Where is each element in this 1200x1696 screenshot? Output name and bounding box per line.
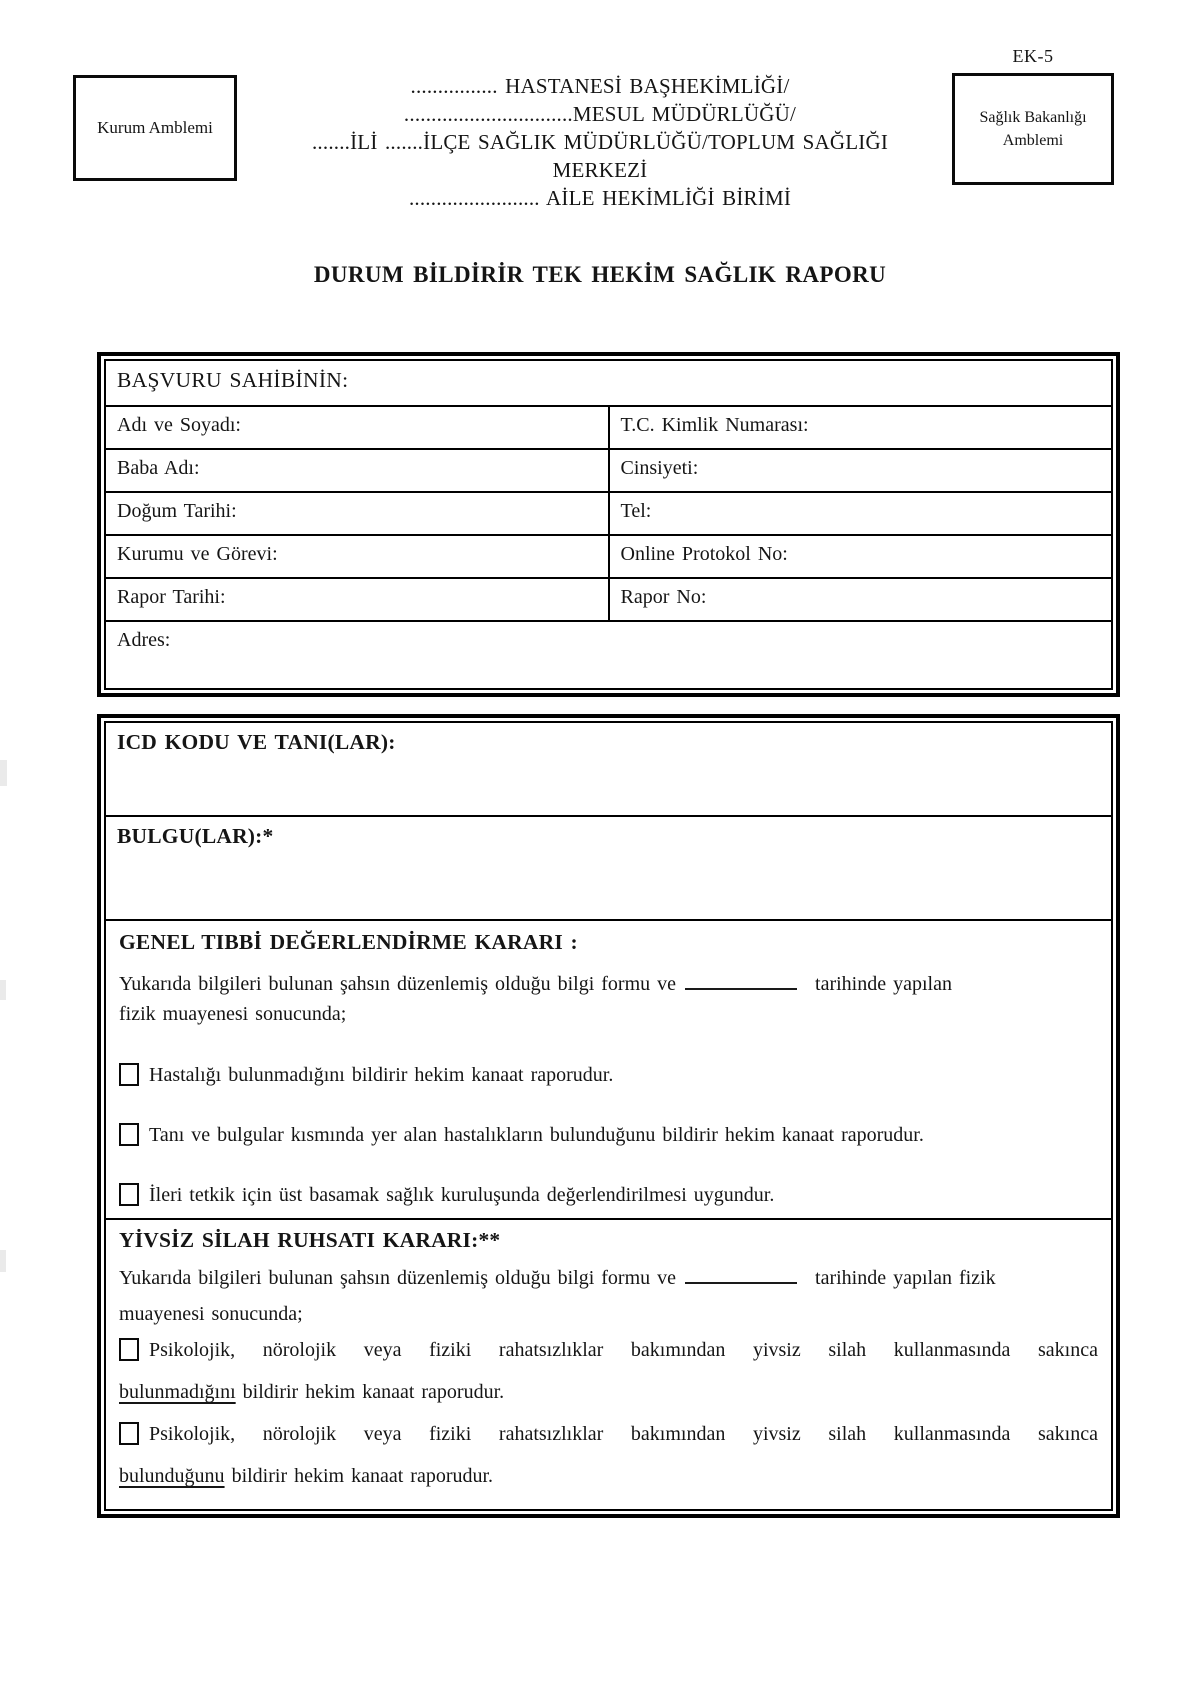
date-blank-field[interactable] — [685, 974, 797, 990]
field-institution-duty[interactable] — [105, 535, 609, 578]
report-table — [97, 714, 1120, 1518]
field-label: Adı ve Soyadı: — [117, 414, 241, 436]
field-father-name[interactable] — [105, 449, 609, 492]
ek-label: EK-5 — [1012, 46, 1054, 66]
table-row — [105, 535, 1112, 578]
table-row — [105, 816, 1112, 920]
general-option-has-disease — [119, 1122, 1098, 1149]
general-option-no-disease — [119, 1062, 1098, 1089]
underlined-term: bulunmadığını — [119, 1381, 236, 1403]
field-label: Rapor Tarihi: — [117, 586, 226, 608]
general-intro-line2: fizik muayenesi sonucunda; — [119, 1003, 347, 1025]
scan-smudge — [0, 1250, 6, 1272]
institution-header-line: ...............................MESUL MÜDÜRLÜĞÜ/ — [403, 102, 797, 126]
field-birth-date[interactable] — [105, 492, 609, 535]
applicant-table — [97, 352, 1120, 697]
option-label: İleri tetkik için üst basamak sağlık kuruluşunda değerlendirilmesi uygundur. — [149, 1184, 775, 1206]
option-label: Hastalığı bulunmadığını bildirir hekim kanaat raporudur. — [149, 1064, 614, 1086]
field-label: T.C. Kimlik Numarası: — [620, 414, 809, 436]
field-online-protocol-no[interactable] — [609, 535, 1113, 578]
firearm-option-objection — [119, 1413, 1098, 1497]
institution-header-line: ........................ AİLE HEKİMLİĞİ BİRİMİ — [408, 186, 792, 210]
ministry-emblem-label: Sağlık Bakanlığı Amblemi — [979, 108, 1087, 149]
checkbox[interactable] — [119, 1123, 139, 1146]
general-intro-line1: Yukarıda bilgileri bulunan şahsın düzenlemiş olduğu bilgi formu ve tarihinde yapılan — [119, 973, 952, 995]
institution-header-line: ................ HASTANESİ BAŞHEKİMLİĞİ/ — [410, 74, 790, 98]
table-row — [105, 722, 1112, 816]
table-row — [105, 449, 1112, 492]
field-label: Online Protokol No: — [620, 543, 788, 565]
checkbox[interactable] — [119, 1422, 139, 1445]
applicant-table-header-label: BAŞVURU SAHİBİNİN: — [117, 368, 349, 392]
general-medical-evaluation-section — [105, 920, 1112, 1219]
icd-section-label: ICD KODU VE TANI(LAR): — [117, 730, 396, 754]
field-label: Kurumu ve Görevi: — [117, 543, 278, 565]
institution-header-line: .......İLİ .......İLÇE SAĞLIK MÜDÜRLÜĞÜ/TOPLUM SAĞLIĞI — [311, 130, 889, 154]
table-row — [105, 492, 1112, 535]
table-row — [105, 578, 1112, 621]
field-report-date[interactable] — [105, 578, 609, 621]
field-name-surname[interactable] — [105, 406, 609, 449]
field-report-no[interactable] — [609, 578, 1113, 621]
option-label: Tanı ve bulgular kısmında yer alan hastalıkların bulunduğunu bildirir hekim kanaat raporudur. — [149, 1124, 924, 1146]
field-label: Rapor No: — [620, 586, 707, 608]
option-line1: Psikolojik, nörolojik veya fiziki rahatsızlıklar bakımından yivsiz silah kullanmasında sakınca — [119, 1329, 1098, 1371]
field-gender[interactable] — [609, 449, 1113, 492]
table-row — [105, 1219, 1112, 1510]
option-line2: bulunduğunu bildirir hekim kanaat raporudur. — [119, 1465, 494, 1487]
field-tc-id-number[interactable] — [609, 406, 1113, 449]
field-label: Baba Adı: — [117, 457, 200, 479]
general-evaluation-heading: GENEL TIBBİ DEĞERLENDİRME KARARI : — [119, 930, 578, 954]
scan-smudge — [0, 980, 6, 1000]
applicant-table-header — [105, 360, 1112, 406]
field-icd-code-diagnosis[interactable] — [105, 722, 1112, 816]
checkbox[interactable] — [119, 1183, 139, 1206]
firearm-intro-line1: Yukarıda bilgileri bulunan şahsın düzenlemiş olduğu bilgi formu ve tarihinde yapılan fizik — [119, 1267, 996, 1289]
institution-header-line: MERKEZİ — [552, 158, 648, 182]
field-phone[interactable] — [609, 492, 1113, 535]
checkbox[interactable] — [119, 1338, 139, 1361]
field-label: Tel: — [620, 500, 652, 522]
date-blank-field[interactable] — [685, 1268, 797, 1284]
field-findings[interactable] — [105, 816, 1112, 920]
firearm-license-decision-section — [105, 1219, 1112, 1510]
findings-section-label: BULGU(LAR):* — [117, 824, 274, 848]
checkbox[interactable] — [119, 1063, 139, 1086]
general-option-referral — [119, 1182, 1098, 1209]
institution-header — [120, 72, 1080, 212]
page-title: DURUM BİLDİRİR TEK HEKİM SAĞLIK RAPORU — [313, 262, 887, 287]
firearm-decision-heading: YİVSİZ SİLAH RUHSATI KARARI:** — [119, 1228, 501, 1252]
field-label: Doğum Tarihi: — [117, 500, 237, 522]
underlined-term: bulunduğunu — [119, 1465, 225, 1487]
scan-smudge — [0, 760, 7, 786]
firearm-option-no-objection — [119, 1329, 1098, 1413]
field-label: Adres: — [117, 629, 171, 651]
option-line2: bulunmadığını bildirir hekim kanaat raporudur. — [119, 1381, 505, 1403]
firearm-intro-line2: muayenesi sonucunda; — [119, 1303, 303, 1325]
institution-emblem-label: Kurum Amblemi — [97, 118, 213, 137]
table-row — [105, 621, 1112, 689]
field-address[interactable] — [105, 621, 1112, 689]
table-row — [105, 406, 1112, 449]
option-line1: Psikolojik, nörolojik veya fiziki rahatsızlıklar bakımından yivsiz silah kullanmasında sakınca — [119, 1413, 1098, 1455]
table-row — [105, 920, 1112, 1219]
field-label: Cinsiyeti: — [620, 457, 699, 479]
